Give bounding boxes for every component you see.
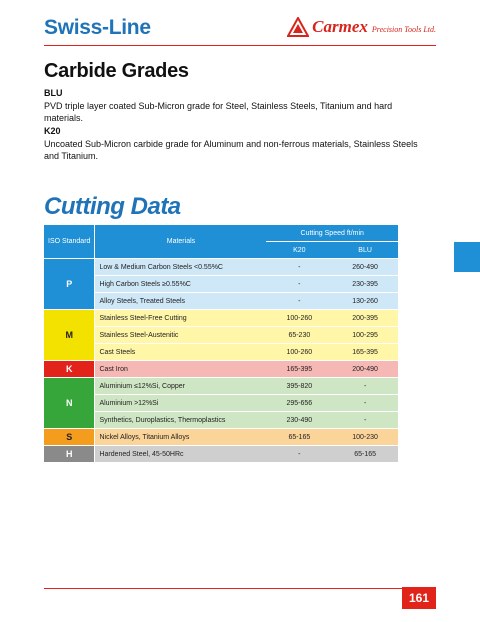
- k20-speed-cell: -: [266, 293, 332, 310]
- table-row: [44, 327, 398, 344]
- table-row: [44, 310, 398, 327]
- table-header-row: [44, 225, 398, 242]
- grade-code-k20: K20: [44, 126, 61, 136]
- material-cell: Aluminium ≤12%Si, Copper: [95, 378, 267, 395]
- cutting-data-title: Cutting Data: [44, 193, 181, 220]
- section-side-tab: [454, 242, 480, 272]
- table-row: [44, 344, 398, 361]
- iso-group-s: S: [44, 429, 95, 446]
- k20-speed-cell: 165-395: [266, 361, 332, 378]
- grade-description-k20: Uncoated Sub-Micron carbide grade for Aluminum and non-ferrous materials, Stainless Steels and Titanium.: [44, 139, 418, 161]
- table-row: [44, 378, 398, 395]
- blu-speed-cell: 65-165: [332, 446, 398, 463]
- carmex-logo: [287, 17, 436, 37]
- iso-group-n: N: [44, 378, 95, 429]
- material-cell: Stainless Steel-Free Cutting: [95, 310, 267, 327]
- blu-speed-cell: -: [332, 378, 398, 395]
- table-row: [44, 361, 398, 378]
- iso-group-k: K: [44, 361, 95, 378]
- table-row: [44, 412, 398, 429]
- material-cell: Alloy Steels, Treated Steels: [95, 293, 267, 310]
- page-header-title: Swiss-Line: [44, 16, 151, 39]
- header-k20: K20: [266, 242, 332, 259]
- header-divider: [44, 45, 436, 46]
- k20-speed-cell: 100-260: [266, 310, 332, 327]
- blu-speed-cell: 200-490: [332, 361, 398, 378]
- carmex-emblem-icon: [287, 17, 309, 37]
- table-row: [44, 259, 398, 276]
- material-cell: Stainless Steel-Austenitic: [95, 327, 267, 344]
- page-number: 161: [402, 587, 436, 609]
- k20-speed-cell: -: [266, 446, 332, 463]
- k20-speed-cell: 65-165: [266, 429, 332, 446]
- k20-speed-cell: 395-820: [266, 378, 332, 395]
- blu-speed-cell: -: [332, 412, 398, 429]
- k20-speed-cell: 100-260: [266, 344, 332, 361]
- material-cell: Cast Steels: [95, 344, 267, 361]
- carbide-grades-title: Carbide Grades: [44, 60, 189, 82]
- material-cell: Cast Iron: [95, 361, 267, 378]
- logo-wordmark: Carmex: [312, 17, 368, 36]
- blu-speed-cell: 130-260: [332, 293, 398, 310]
- blu-speed-cell: 100-295: [332, 327, 398, 344]
- table-row: [44, 429, 398, 446]
- header-iso-standard: ISO Standard: [44, 225, 95, 259]
- k20-speed-cell: -: [266, 259, 332, 276]
- material-cell: Synthetics, Duroplastics, Thermoplastics: [95, 412, 267, 429]
- material-cell: Hardened Steel, 45-50HRc: [95, 446, 267, 463]
- k20-speed-cell: 65-230: [266, 327, 332, 344]
- blu-speed-cell: 260-490: [332, 259, 398, 276]
- header-cutting-speed: Cutting Speed ft/min: [266, 225, 398, 242]
- blu-speed-cell: -: [332, 395, 398, 412]
- iso-group-p: P: [44, 259, 95, 310]
- cutting-data-table: [44, 225, 398, 463]
- k20-speed-cell: -: [266, 276, 332, 293]
- iso-group-m: M: [44, 310, 95, 361]
- material-cell: Nickel Alloys, Titanium Alloys: [95, 429, 267, 446]
- logo-subtitle: Precision Tools Ltd.: [371, 25, 436, 34]
- blu-speed-cell: 165-395: [332, 344, 398, 361]
- blu-speed-cell: 100-230: [332, 429, 398, 446]
- footer-divider: [44, 588, 436, 589]
- k20-speed-cell: 295-656: [266, 395, 332, 412]
- blu-speed-cell: 230-395: [332, 276, 398, 293]
- table-row: [44, 293, 398, 310]
- grade-description-blu: PVD triple layer coated Sub-Micron grade for Steel, Stainless Steels, Titanium and hard materials.: [44, 101, 393, 123]
- material-cell: Low & Medium Carbon Steels <0.55%C: [95, 259, 267, 276]
- header-blu: BLU: [332, 242, 398, 259]
- table-row: [44, 395, 398, 412]
- iso-group-h: H: [44, 446, 95, 463]
- k20-speed-cell: 230-490: [266, 412, 332, 429]
- blu-speed-cell: 200-395: [332, 310, 398, 327]
- table-row: [44, 446, 398, 463]
- grade-code-blu: BLU: [44, 88, 63, 98]
- header-materials: Materials: [95, 225, 267, 259]
- table-row: [44, 276, 398, 293]
- material-cell: High Carbon Steels ≥0.55%C: [95, 276, 267, 293]
- material-cell: Aluminium >12%Si: [95, 395, 267, 412]
